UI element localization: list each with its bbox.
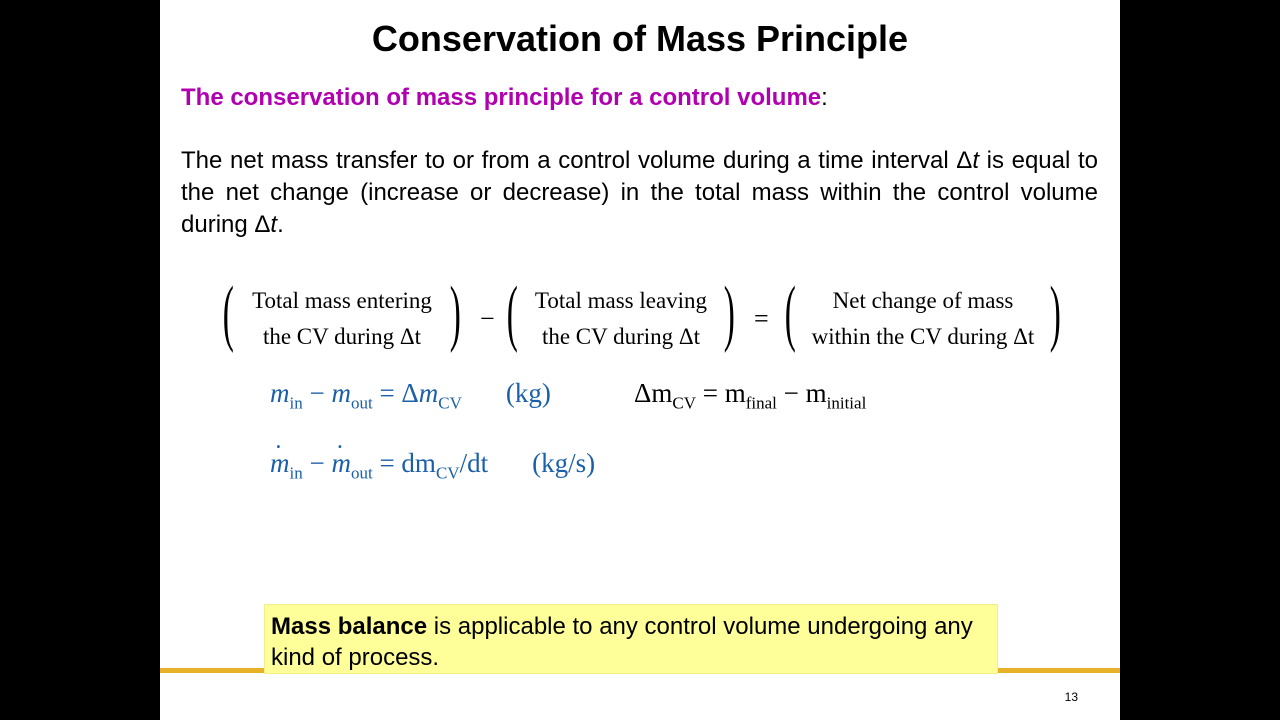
- word-group-net-change: ( ) Net change of mass within the CV during Δt: [784, 272, 1062, 354]
- eq2-equals: = m: [696, 378, 746, 408]
- eq2-sub-final: final: [745, 393, 777, 413]
- slide-title: Conservation of Mass Principle: [371, 18, 909, 59]
- net-change-line2: within the CV during Δt: [811, 324, 1035, 349]
- subtitle-colon: :: [821, 84, 828, 111]
- subtitle-text: The conservation of mass principle for a control volume: [181, 84, 822, 111]
- word-group-leaving: ( ) Total mass leaving the CV during Δt: [506, 272, 736, 354]
- entering-line2: the CV during Δt: [262, 324, 422, 349]
- eq2-sub-cv: CV: [672, 393, 696, 413]
- para-end: .: [277, 211, 284, 238]
- eq3-sub-cv: CV: [435, 463, 460, 483]
- eq1-sub-cv: CV: [438, 393, 462, 413]
- mass-rate-equation: [270, 448, 595, 483]
- eq1-equals: = Δ: [372, 378, 419, 408]
- eq1-sub-in: in: [289, 393, 303, 413]
- slide: [160, 0, 1120, 720]
- eq3-unit: (kg/s): [532, 448, 596, 478]
- eq1-unit: (kg): [505, 378, 551, 408]
- note-bold: Mass balance: [271, 613, 428, 640]
- note-text: is applicable to any control volume undergoing any kind of process.: [271, 613, 973, 671]
- leaving-line1: Total mass leaving: [534, 288, 708, 313]
- eq2-minus: − m: [776, 378, 827, 408]
- equals-operator: =: [754, 304, 769, 333]
- eq1-m-cv: m: [418, 378, 439, 408]
- para-part2: is equal to the net change (increase or decrease) in the total mass within the control volume during Δ: [181, 147, 1098, 238]
- eq3-minus: −: [302, 448, 332, 478]
- mass-balance-equation: [270, 378, 551, 413]
- eq3-mdot-in: . m: [270, 448, 290, 479]
- entering-line1: Total mass entering: [252, 288, 432, 313]
- para-t1: t: [972, 147, 979, 174]
- para-part1: The net mass transfer to or from a control volume during a time interval Δ: [181, 147, 973, 174]
- page-number: 13: [1064, 690, 1078, 704]
- eq1-m-in: m: [270, 378, 290, 408]
- minus-operator: −: [480, 304, 495, 333]
- mass-balance-note: [264, 604, 998, 674]
- eq1-m-out: m: [331, 378, 351, 408]
- eq2-delta-m: Δm: [634, 378, 673, 408]
- eq3-sub-out: out: [350, 463, 373, 483]
- slide-subtitle: [181, 84, 828, 112]
- definition-paragraph: [181, 145, 1098, 241]
- eq1-minus: −: [302, 378, 332, 408]
- delta-mass-equation: [634, 378, 866, 413]
- eq3-equals: = dm: [372, 448, 436, 478]
- leaving-line2: the CV during Δt: [541, 324, 701, 349]
- eq2-sub-initial: initial: [826, 393, 867, 413]
- word-equation: [218, 272, 1078, 356]
- eq3-sub-in: in: [289, 463, 303, 483]
- word-group-entering: ( ) Total mass entering the CV during Δt: [222, 272, 462, 354]
- net-change-line1: Net change of mass: [832, 288, 1014, 313]
- eq3-per-dt: /dt: [459, 448, 489, 478]
- para-t2: t: [270, 211, 278, 238]
- eq1-sub-out: out: [350, 393, 373, 413]
- eq3-mdot-out: . m: [331, 448, 351, 479]
